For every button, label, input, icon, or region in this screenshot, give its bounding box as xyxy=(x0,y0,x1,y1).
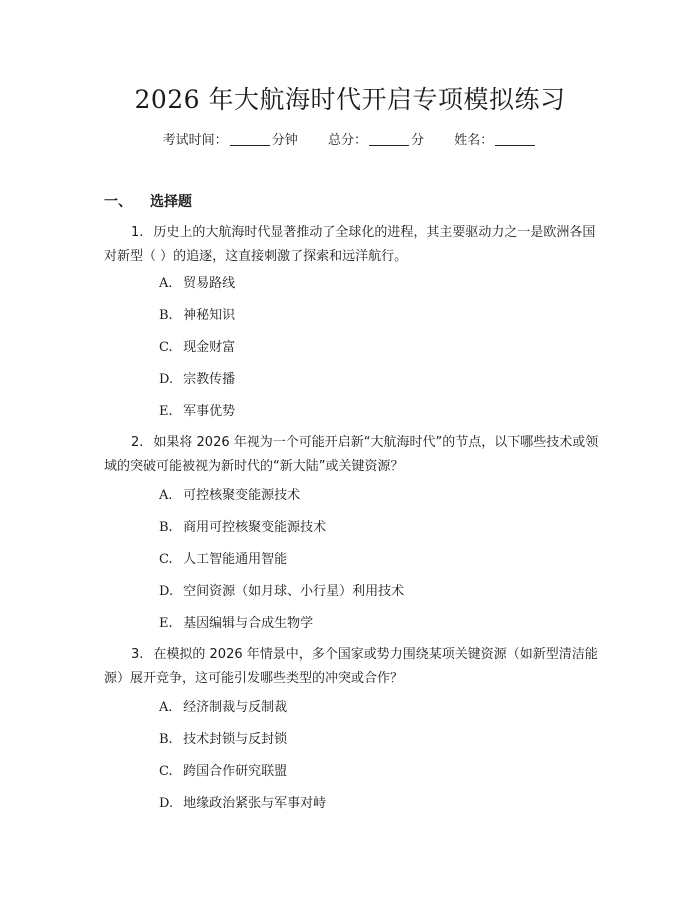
option-1-b[interactable] xyxy=(159,306,235,326)
question-number: 2. xyxy=(131,435,144,450)
option-text: 现金财富 xyxy=(183,340,236,355)
score-label: 总分： xyxy=(327,133,367,148)
question-text: 历史上的大航海时代显著推动了全球化的进程，其主要驱动力之一是欧洲各国对新型（ ）的追逐，这直接刺激了探索和远洋航行。 xyxy=(104,225,596,264)
option-letter: C. xyxy=(159,764,173,779)
option-text: 军事优势 xyxy=(183,404,236,419)
option-text: 贸易路线 xyxy=(183,276,236,291)
option-3-a[interactable] xyxy=(159,698,287,718)
page-title: 2026 年大航海时代开启专项模拟练习 xyxy=(134,85,566,114)
score-unit: 分 xyxy=(411,133,425,148)
option-text: 宗教传播 xyxy=(183,372,236,387)
time-unit: 分钟 xyxy=(271,133,298,148)
option-2-d[interactable] xyxy=(159,582,404,602)
option-letter: B. xyxy=(159,732,173,747)
question-number: 3. xyxy=(131,647,144,662)
time-label: 考试时间： xyxy=(162,133,228,148)
option-text: 基因编辑与合成生物学 xyxy=(183,616,314,631)
option-text: 可控核聚变能源技术 xyxy=(183,488,301,503)
option-text: 商用可控核聚变能源技术 xyxy=(183,520,327,535)
section-number: 一、 xyxy=(104,194,132,210)
option-2-e[interactable] xyxy=(159,614,313,634)
option-letter: E. xyxy=(159,404,173,419)
exam-meta xyxy=(0,131,700,151)
option-letter: D. xyxy=(159,372,174,387)
option-letter: A. xyxy=(159,700,173,715)
question-number: 1. xyxy=(131,225,144,240)
option-1-c[interactable] xyxy=(159,338,235,358)
time-blank[interactable] xyxy=(230,131,270,146)
option-text: 经济制裁与反制裁 xyxy=(183,700,288,715)
option-letter: C. xyxy=(159,340,173,355)
option-text: 人工智能通用智能 xyxy=(183,552,288,567)
option-letter: D. xyxy=(159,796,174,811)
option-letter: B. xyxy=(159,520,173,535)
option-letter: D. xyxy=(159,584,174,599)
name-label: 姓名： xyxy=(454,133,494,148)
option-1-d[interactable] xyxy=(159,370,235,390)
option-text: 空间资源（如月球、小行星）利用技术 xyxy=(183,584,405,599)
question-text: 在模拟的 2026 年情景中，多个国家或势力围绕某项关键资源（如新型清洁能源）展开竞争，这可能引发哪些类型的冲突或合作？ xyxy=(104,647,598,686)
option-1-a[interactable] xyxy=(159,274,235,294)
option-letter: E. xyxy=(159,616,173,631)
question-text: 如果将 2026 年视为一个可能开启新“大航海时代”的节点，以下哪些技术或领域的突破可能被视为新时代的“新大陆”或关键资源？ xyxy=(104,435,599,474)
option-3-c[interactable] xyxy=(159,762,287,782)
option-text: 神秘知识 xyxy=(183,308,236,323)
option-1-e[interactable] xyxy=(159,402,235,422)
option-letter: A. xyxy=(159,488,173,503)
question-1 xyxy=(104,221,604,269)
score-blank[interactable] xyxy=(369,131,409,146)
option-text: 跨国合作研究联盟 xyxy=(183,764,288,779)
section-title: 选择题 xyxy=(150,194,192,210)
option-text: 技术封锁与反封锁 xyxy=(183,732,288,747)
option-text: 地缘政治紧张与军事对峙 xyxy=(183,796,327,811)
option-3-b[interactable] xyxy=(159,730,287,750)
option-letter: B. xyxy=(159,308,173,323)
option-3-d[interactable] xyxy=(159,794,326,814)
option-2-a[interactable] xyxy=(159,486,300,506)
option-letter: C. xyxy=(159,552,173,567)
question-2 xyxy=(104,431,604,479)
section-heading xyxy=(104,192,192,212)
name-blank[interactable] xyxy=(495,131,535,146)
option-2-c[interactable] xyxy=(159,550,287,570)
option-letter: A. xyxy=(159,276,173,291)
question-3 xyxy=(104,643,604,691)
option-2-b[interactable] xyxy=(159,518,326,538)
